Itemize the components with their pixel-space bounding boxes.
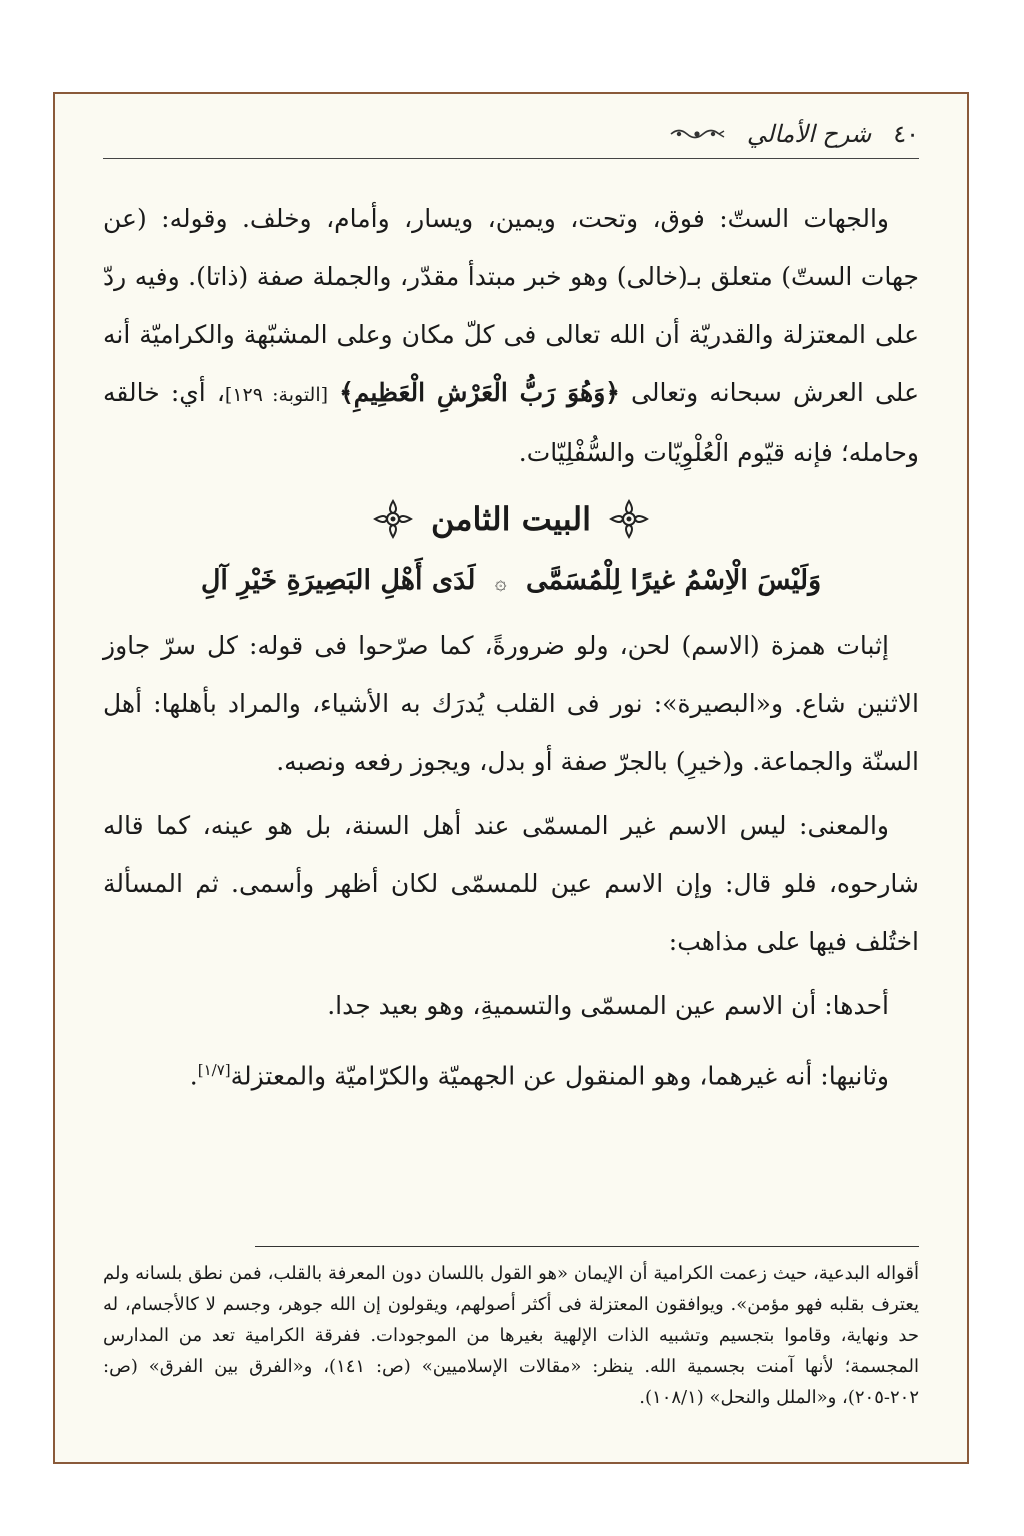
header-rule	[103, 158, 919, 159]
paragraph-1-text: والجهات الستّ: فوق، وتحت، ويمين، ويسار، وأمام، وخلف. وقوله: (عن جهات الستّ) متعلق بـ(خالى) وهو خبر مبتدأ مقدّر، والجملة صفة (ذاتا). وفيه ردّ على المعتزلة والقدريّة أن الله تعالى فى كلّ مكان وعلى المشبّهة والكراميّة أنه على العرش سبحانه وتعالى	[103, 204, 919, 407]
paragraph-4: أحدها: أن الاسم عين المسمّى والتسميةِ، وهو بعيد جدا.	[327, 991, 889, 1020]
page-number: ٤٠	[893, 120, 919, 148]
footnote-rule	[255, 1246, 919, 1247]
paragraph-5-end: .	[189, 1061, 198, 1091]
paragraph-1	[103, 190, 919, 482]
paragraph-2: إثبات همزة (الاسم) لحن، ولو ضرورةً، كما صرّحوا فى قوله: كل سرّ جاوز الاثنين شاع. و«البصيرة»: نور فى القلب يُدرَك به الأشياء، والمراد بأهلها: أهل السنّة والجماعة. و(خيرِ) بالجرّ صفة أو بدل، ويجوز رفعه ونصبه.	[103, 631, 919, 776]
footnote-text: أقواله البدعية، حيث زعمت الكرامية أن الإيمان «هو القول باللسان دون المعرفة بالقلب، فمن نطق بلسانه ولم يعترف بقلبه فهو مؤمن». ويوافقون المعتزلة فى أكثر أصولهم، ويقولون إن الله جوهر، وجسم لا كالأجسام، له حد ونهاية، وقاموا بتجسيم وتشبيه الذات الإلهية بغيرها من الموجودات. ففرقة الكرامية تعد من المدارس المجسمة؛ لأنها آمنت بجسمية الله. ينظر: «مقالات الإسلاميين» (ص: ١٤١)، و«الفرق بين الفرق» (ص: ٢٠٢-٢٠٥)، و«الملل والنحل» (١٠٨/١).	[103, 1263, 919, 1408]
verse-second-hemistich: لَدَى أَهْلِ البَصِيرَةِ خَيْرِ آلِ	[200, 565, 476, 596]
main-text	[103, 190, 919, 1105]
paragraph-5	[103, 1041, 919, 1105]
floral-ornament-icon	[371, 497, 415, 541]
scroll-ornament-icon	[669, 125, 725, 143]
verse-first-hemistich: وَلَيْسَ الْاِسْمُ غيرًا لِلْمُسَمَّى	[526, 565, 822, 596]
section-title: البيت الثامن	[430, 500, 592, 538]
running-title: شرح الأمالي	[746, 120, 872, 148]
quran-verse: ﴿وَهُوَ رَبُّ الْعَرْشِ الْعَظِيمِ﴾	[339, 378, 620, 407]
book-page	[53, 92, 969, 1464]
page-marker: [١/٧]	[197, 1061, 231, 1079]
page-header	[103, 112, 919, 156]
paragraph-1-end: ، أي: خالقه وحامله؛ فإنه قيّوم الْعُلْوِيّات والسُّفْلِيّات.	[103, 378, 919, 467]
quran-reference: [التوبة: ١٢٩]	[224, 384, 329, 406]
floral-ornament-icon	[607, 497, 651, 541]
section-heading	[103, 488, 919, 550]
verse-separator: ۞	[494, 570, 507, 594]
paragraph-3: والمعنى: ليس الاسم غير المسمّى عند أهل السنة، بل هو عينه، كما قاله شارحوه، فلو قال: وإن الاسم عين للمسمّى لكان أظهر وأسمى. ثم المسألة اختُلف فيها على مذاهب:	[103, 811, 919, 956]
footnotes	[103, 1258, 919, 1413]
poem-verse	[103, 552, 919, 611]
paragraph-5-text: وثانيها: أنه غيرهما، وهو المنقول عن الجهميّة والكرّاميّة والمعتزلة	[230, 1061, 889, 1091]
